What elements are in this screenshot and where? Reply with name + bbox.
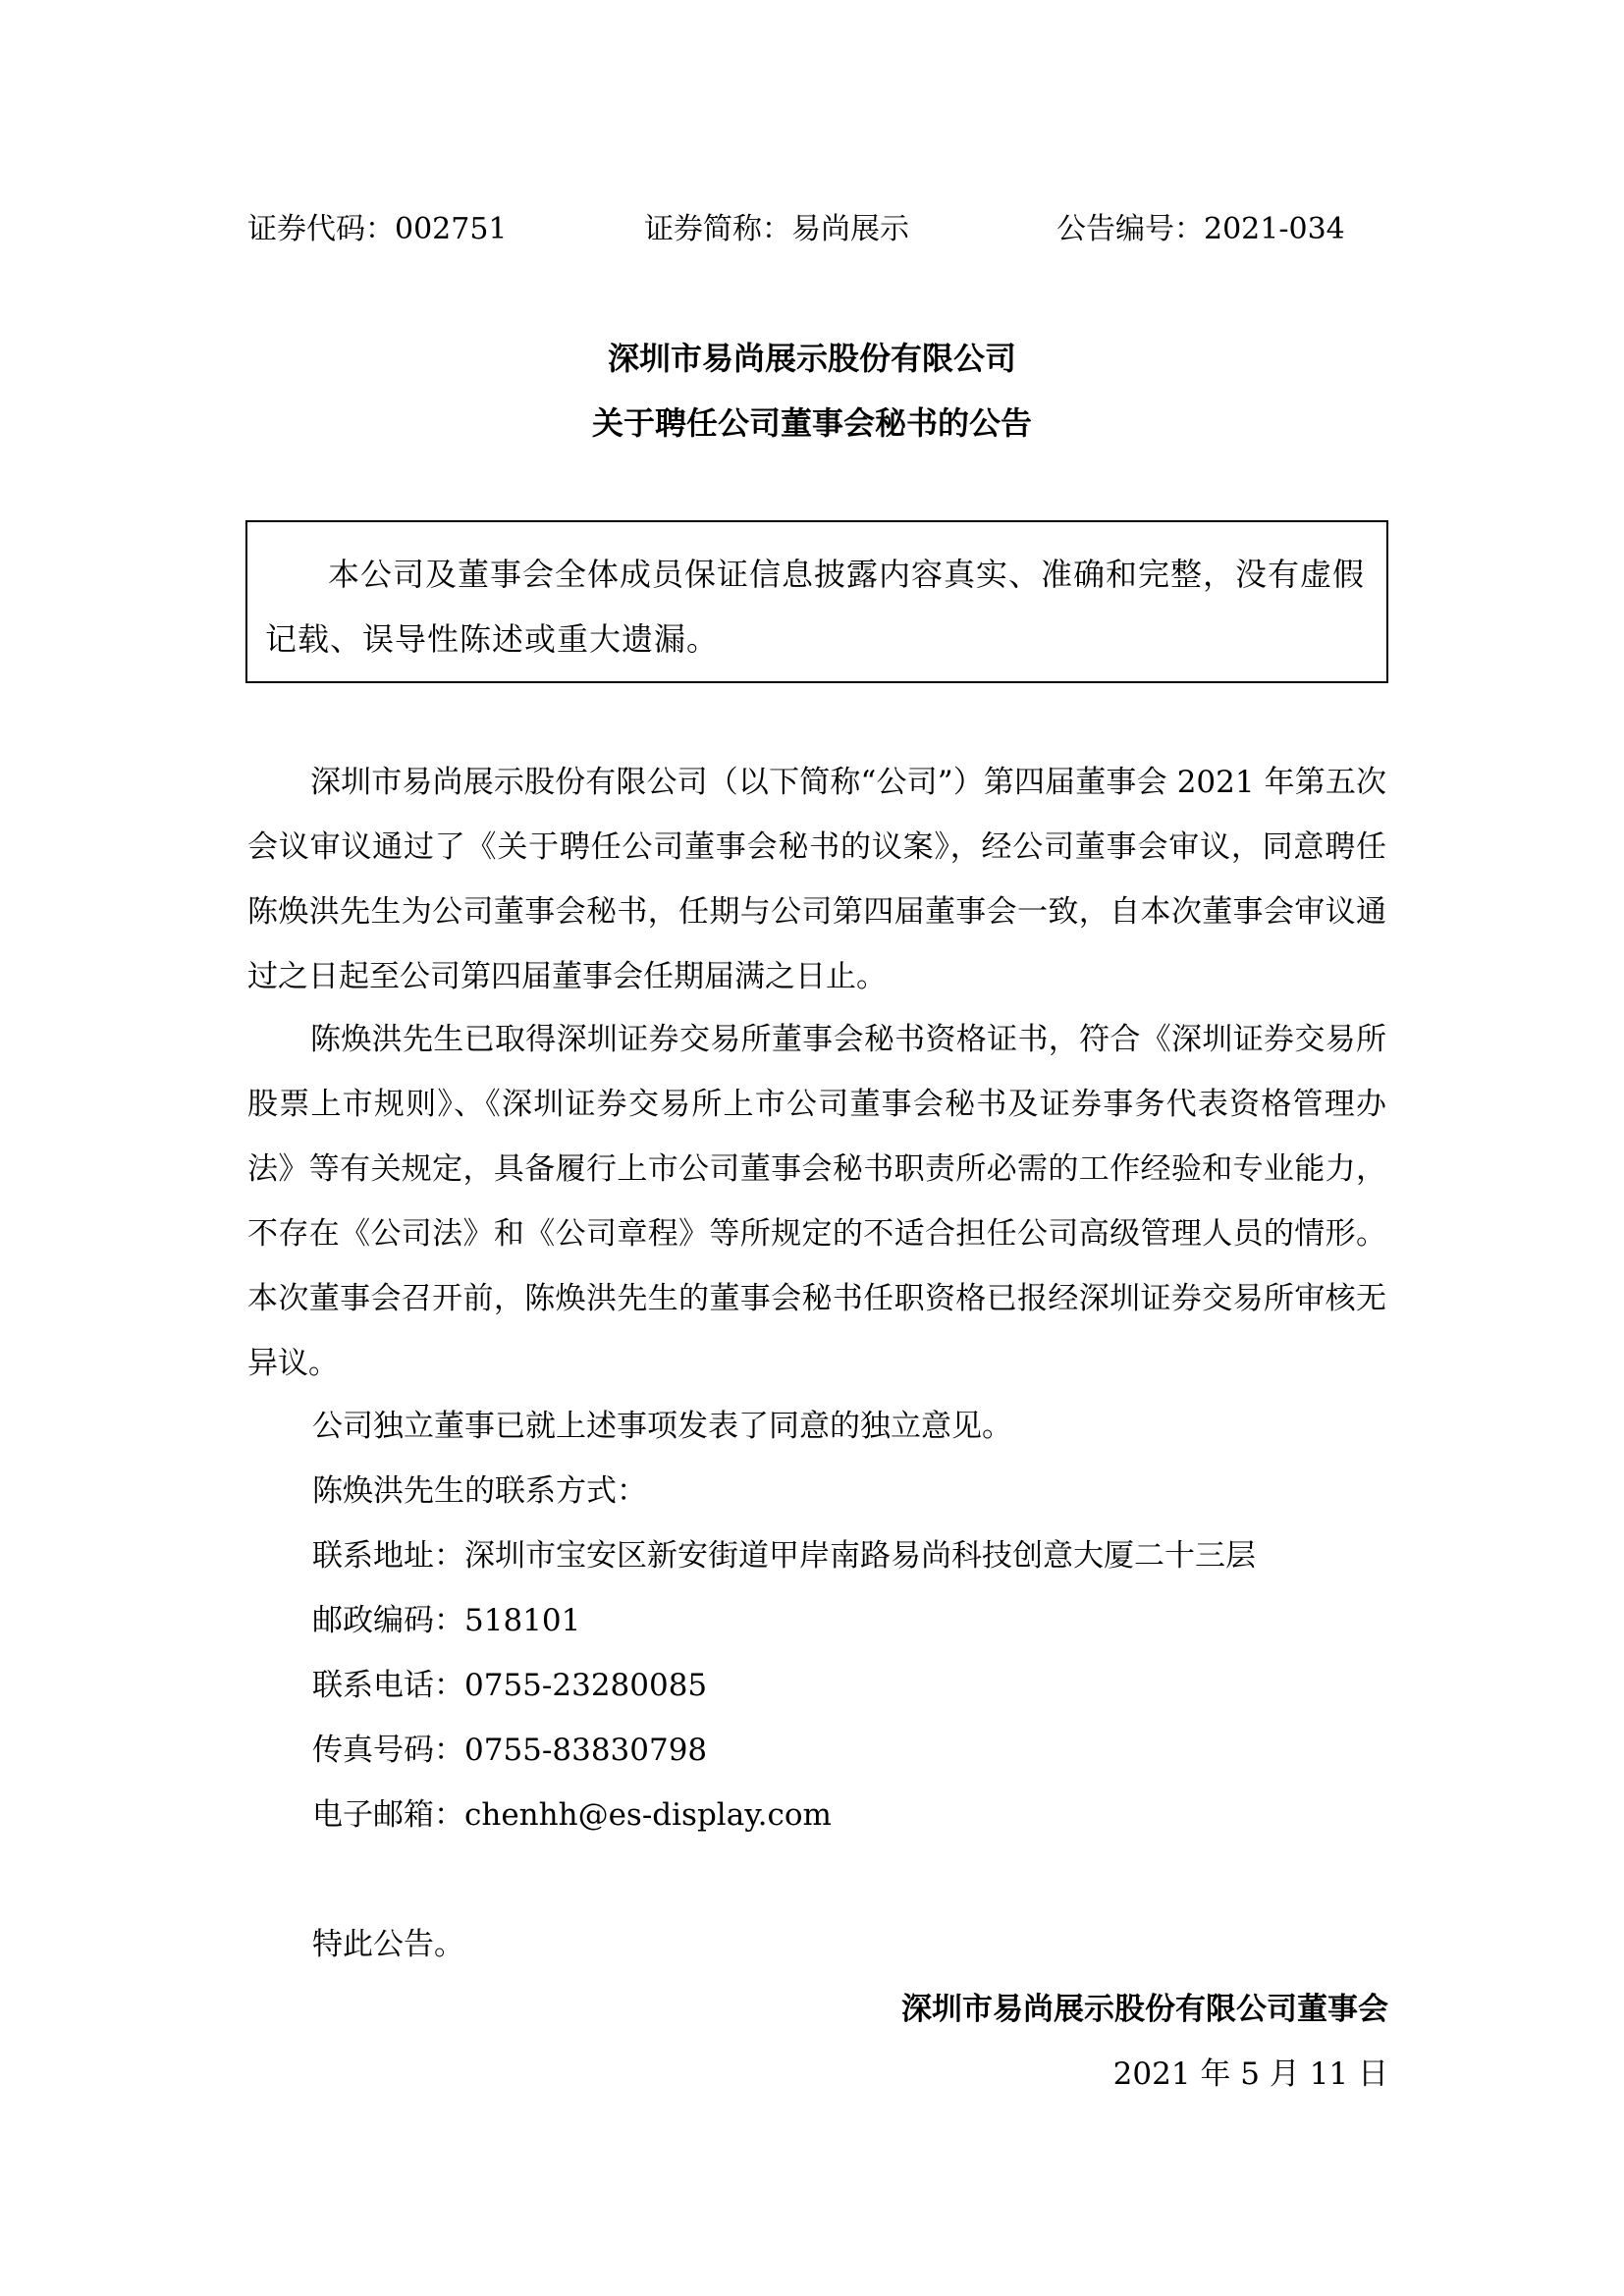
contact-fax: 传真号码：0755-83830798 <box>312 1733 708 1768</box>
closing-statement: 特此公告。 <box>312 1927 464 1962</box>
contact-email: 电子邮箱：chenhh@es-display.com <box>312 1797 832 1833</box>
document-header <box>0 208 1624 251</box>
disclosure-notice-line-1: 本公司及董事会全体成员保证信息披露内容真实、准确和完整，没有虚假 <box>328 556 1366 593</box>
signature-company: 深圳市易尚展示股份有限公司董事会 <box>901 1992 1388 2027</box>
independent-directors-opinion: 公司独立董事已就上述事项发表了同意的独立意见。 <box>312 1409 1012 1444</box>
stock-code: 证券代码：002751 <box>247 212 508 246</box>
disclosure-notice-box <box>245 520 1388 683</box>
stock-abbreviation: 证券简称：易尚展示 <box>644 212 909 246</box>
company-title: 深圳市易尚展示股份有限公司 <box>607 340 1016 377</box>
announcement-number: 公告编号：2021-034 <box>1056 212 1345 246</box>
signature-date: 2021 年 5 月 11 日 <box>1112 2056 1388 2092</box>
contact-zip-code: 邮政编码：518101 <box>312 1603 581 1638</box>
disclosure-notice-line-2: 记载、误导性陈述或重大遗漏。 <box>265 620 720 658</box>
body-paragraph-appointment: 深圳市易尚展示股份有限公司（以下简称“公司”）第四届董事会 2021 年第五次会议审议通过了《关于聘任公司董事会秘书的议案》，经公司董事会审议，同意聘任陈焕洪先生为公司董事会秘书，任期与公司第四届董事会一致，自本次董事会审议通过之日起至公司第四届董事会任期届满之日止。 <box>247 765 1386 994</box>
contact-intro: 陈焕洪先生的联系方式： <box>312 1473 647 1509</box>
contact-telephone: 联系电话：0755-23280085 <box>312 1668 708 1703</box>
body-paragraph-qualification: 陈焕洪先生已取得深圳证券交易所董事会秘书资格证书，符合《深圳证券交易所股票上市规则》、《深圳证券交易所上市公司董事会秘书及证券事务代表资格管理办法》等有关规定，具备履行上市公司董事会秘书职责所必需的工作经验和专业能力，不存在《公司法》和《公司章程》等所规定的不适合担任公司高级管理人员的情形。本次董事会召开前，陈焕洪先生的董事会秘书任职资格已报经深圳证券交易所审核无异议。 <box>247 1022 1386 1381</box>
contact-address: 联系地址：深圳市宝安区新安街道甲岸南路易尚科技创意大厦二十三层 <box>312 1538 1256 1574</box>
announcement-title: 关于聘任公司董事会秘书的公告 <box>591 404 1032 442</box>
